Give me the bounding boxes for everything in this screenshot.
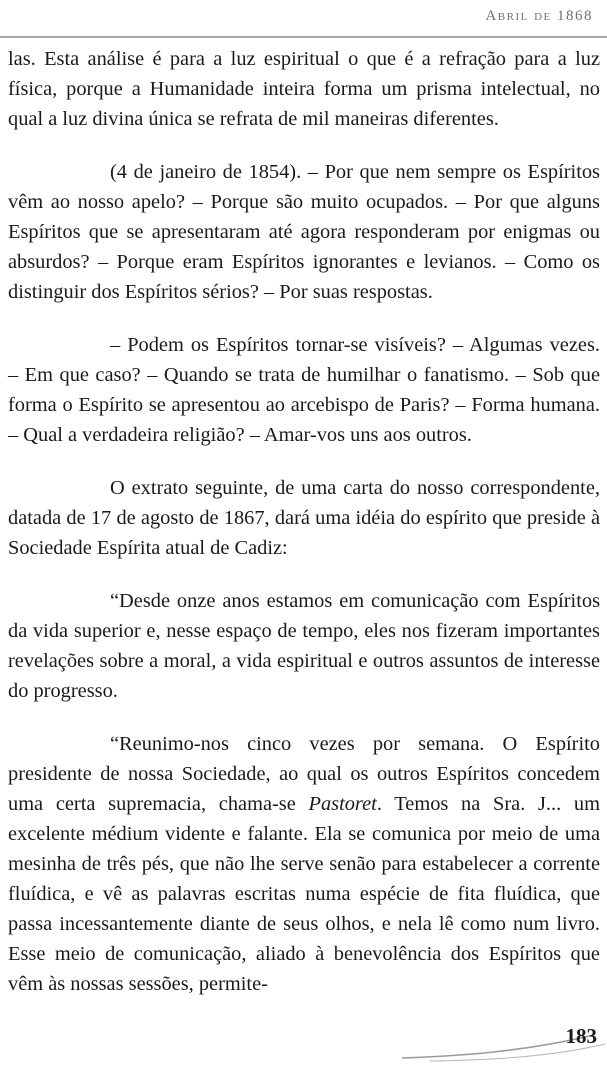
paragraph-quote-1: “Desde onze anos estamos em comunicação com Espíritos da vida superior e, nesse espaço de tempo, eles nos fizeram importantes revelações sobre a moral, a vida espiritual e outros assuntos de interesse do progresso.: [8, 590, 600, 702]
quote-2-text-before: “Reunimo-nos cinco vezes por semana. O Espírito presidente de nossa Sociedade, ao qual os outros Espíritos concedem uma certa supremacia, chama-se: [8, 733, 600, 815]
paragraph-continuation: las. Esta análise é para a luz espiritual o que é a refração para a luz física, porque a Humanidade inteira forma um prisma intelectual, no qual a luz divina única se refrata de mil maneiras diferentes.: [8, 48, 600, 130]
paragraph-questions-2: – Podem os Espíritos tornar-se visíveis? – Algumas vezes. – Em que caso? – Quando se trata de humilhar o fanatismo. – Sob que forma o Espírito se apresentou ao arcebispo de Paris? – Forma humana. – Qual a verdadeira religião? – Amar-vos uns aos outros.: [8, 334, 600, 446]
paragraph-letter-intro: O extrato seguinte, de uma carta do nosso correspondente, datada de 17 de agosto de 1867, dará uma idéia do espírito que preside à Sociedade Espírita atual de Cadiz:: [8, 477, 600, 559]
paragraph-questions-1: (4 de janeiro de 1854). – Por que nem sempre os Espíritos vêm ao nosso apelo? – Porque são muito ocupados. – Por que alguns Espíritos que se apresentaram até agora responderam por enigmas ou absurdos? – Porque eram Espíritos ignorantes e levianos. – Como os distinguir dos Espíritos sérios? – Por suas respostas.: [8, 161, 600, 303]
page-body: [8, 44, 600, 1022]
running-header: Abril de 1868: [485, 8, 593, 24]
paragraph-quote-2: [8, 729, 600, 999]
page-number: 183: [565, 1024, 597, 1048]
header-rule: [0, 36, 607, 38]
emphasis-pastoret: Pastoret: [308, 793, 377, 815]
quote-2-text-after: . Temos na Sra. J... um excelente médium vidente e falante. Ela se comunica por meio de uma mesinha de três pés, que não lhe serve senão para estabelecer a corrente fluídica, e vê as palavras escritas numa espécie de fita fluídica, que passa incessantemente diante de seus olhos, e nela lê como num livro. Esse meio de comunicação, aliado à benevolência dos Espíritos que vêm às nossas sessões, permite-: [8, 793, 600, 995]
